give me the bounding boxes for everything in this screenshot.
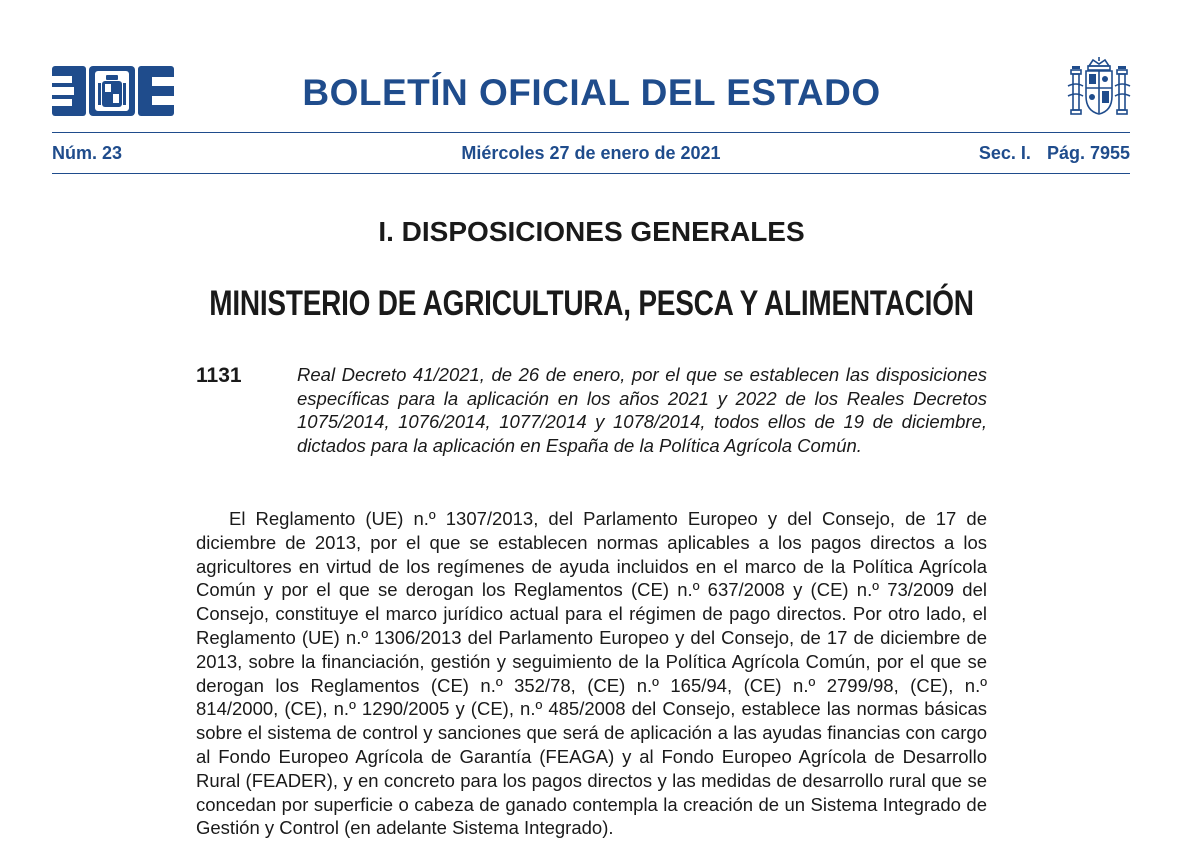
decree-summary: Real Decreto 41/2021, de 26 de enero, por el que se establecen las disposiciones específicas para la aplicación en los años 2021 y 2022 de los Reales Decretos 1075/2014, 1076/2014, 1077/2014 y 1078/2014, todos ellos de 19 de diciembre, dictados para la aplicación en España de la Política Agrícola Común. [297, 364, 987, 456]
page-number: Pág. 7955 [1046, 143, 1130, 163]
coat-of-arms-icon [1066, 56, 1132, 124]
body-paragraph: El Reglamento (UE) n.º 1307/2013, del Parlamento Europeo y del Consejo, de 17 de diciembre de 2013, por el que se establecen normas aplicables a los pagos directos a los agricultores en virtud de los regímenes de ayuda incluidos en el marco de la Política Agrícola Común y por el que se derogan los Reglamentos (CE) n.º 637/2008 y (CE) n.º 73/2009 del Consejo, constituye el marco jurídico actual para el régimen de pago directos. Por otro lado, el Reglamento (UE) n.º 1306/2013 del Parlamento Europeo y del Consejo, de 17 de diciembre de 2013, sobre la financiación, gestión y seguimiento de la Política Agrícola Común, por el que se derogan los Reglamentos (CE) n.º 352/78, (CE) n.º 165/94, (CE) n.º 2799/98, (CE), n.º 814/2000, (CE), n.º 1290/2005 y (CE), n.º 485/2008 del Consejo, establece las normas básicas sobre el sistema de control y sanciones que será de aplicación a las ayudas financias con cargo al Fondo Europeo Agrícola de Garantía (FEAGA) y al Fondo Europeo Agrícola de Desarrollo Rural (FEADER), y en concreto para los pagos directos y las medidas de desarrollo rural que se concedan por superficie o cabeza de ganado contempla la creación de un Sistema Integrado de Gestión y Control (en adelante Sistema Integrado). [196, 508, 987, 839]
issue-number: Núm. 23 [52, 143, 123, 163]
publication-date: Miércoles 27 de enero de 2021 [461, 143, 721, 163]
section-heading: I. DISPOSICIONES GENERALES [378, 216, 805, 247]
item-number: 1131 [196, 364, 242, 387]
bulletin-title: BOLETÍN OFICIAL DEL ESTADO [302, 72, 881, 113]
section-page [979, 143, 1130, 164]
header-rule-bottom [52, 173, 1130, 174]
section-label: Sec. I. [978, 143, 1031, 163]
ministry-heading: MINISTERIO DE AGRICULTURA, PESCA Y ALIMENTACIÓN [209, 284, 974, 323]
header-rule-top [52, 132, 1130, 133]
issue-header [52, 143, 1130, 165]
